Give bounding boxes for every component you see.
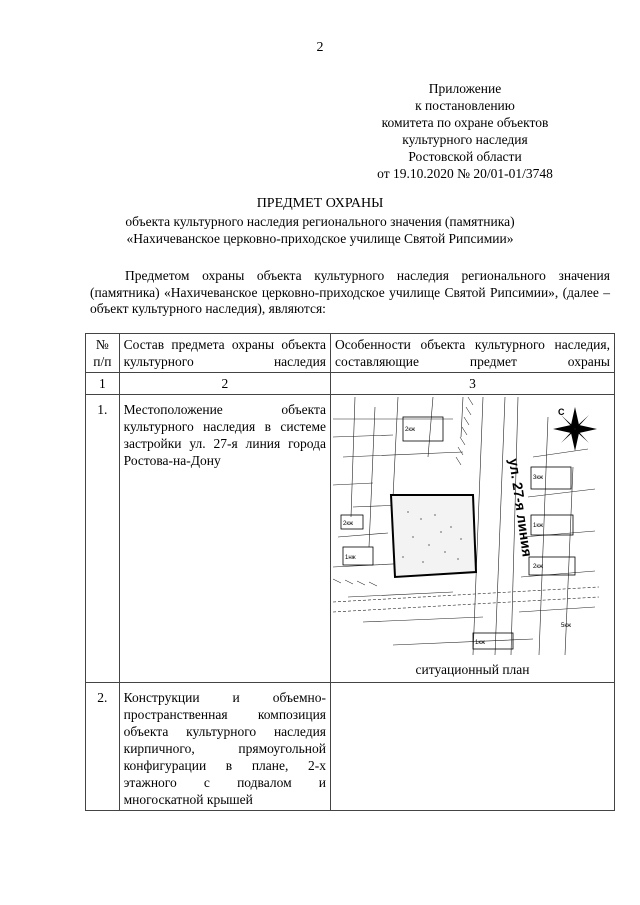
appendix-line: к постановлению [415, 98, 515, 113]
appendix-block [350, 80, 580, 182]
row-num: 1. [86, 395, 120, 683]
row-features [331, 395, 615, 683]
situation-plan-map [333, 397, 612, 655]
street-label: ул. 27-я линия [506, 457, 536, 558]
map-label: 2кж [343, 521, 353, 527]
map-label: 3кж [533, 475, 543, 481]
row-composition: Конструкции и объемно-пространственная композиция объекта культурного наследия кирпичного, прямоугольной конфигурации в плане, 2-х этажного с подвалом и многоскатной крышей [119, 683, 330, 811]
subtitle-line-2: «Нахичеванское церковно-приходское училище Святой Рипсимии» [126, 231, 514, 246]
column-number-row [86, 373, 615, 395]
table-row [86, 395, 615, 683]
appendix-line: Приложение [428, 81, 502, 96]
appendix-line: комитета по охране объектов [381, 115, 549, 130]
situation-plan-svg [333, 397, 599, 655]
document-title: ПРЕДМЕТ ОХРАНЫ [256, 196, 384, 211]
intro-paragraph [90, 268, 610, 318]
compass-label: С [558, 407, 565, 417]
row-num: 2. [86, 683, 120, 811]
appendix-line: культурного наследия [402, 132, 528, 147]
row-composition: Местоположение объекта культурного наследия в системе застройки ул. 27-я линия города Ростова-на-Дону [119, 395, 330, 683]
subtitle-line-1: объекта культурного наследия регионального значения (памятника) [125, 214, 515, 229]
map-caption: ситуационный план [415, 662, 530, 677]
column-number: 2 [119, 373, 330, 395]
map-label: 2кж [533, 564, 543, 570]
table-row [86, 683, 615, 811]
map-label: 1кж [533, 523, 543, 529]
header-composition: Состав предмета охраны объекта культурного наследия [119, 334, 330, 373]
appendix-line: от 19.10.2020 № 20/01-01/3748 [377, 166, 553, 181]
table-header-row [86, 334, 615, 373]
column-number: 1 [86, 373, 120, 395]
header-features: Особенности объекта культурного наследия, составляющие предмет охраны [331, 334, 615, 373]
header-num: № п/п [86, 334, 120, 373]
intro-text: Предметом охраны объекта культурного наследия регионального значения (памятника) «Нахичеванское церковно-приходское училище Святой Рипсимии», (далее – объект культурного наследия), являются: [90, 268, 610, 316]
column-number: 3 [331, 373, 615, 395]
page-number: 2 [316, 40, 324, 55]
map-label: 5кж [561, 623, 571, 629]
appendix-line: Ростовской области [408, 149, 522, 164]
map-label: 2кж [405, 427, 415, 433]
protection-table [85, 333, 615, 811]
map-label: 1нж [345, 555, 356, 561]
row-features [331, 683, 615, 811]
map-label: 1кж [475, 640, 485, 646]
document-subtitle [60, 213, 580, 247]
compass-icon [553, 407, 597, 451]
